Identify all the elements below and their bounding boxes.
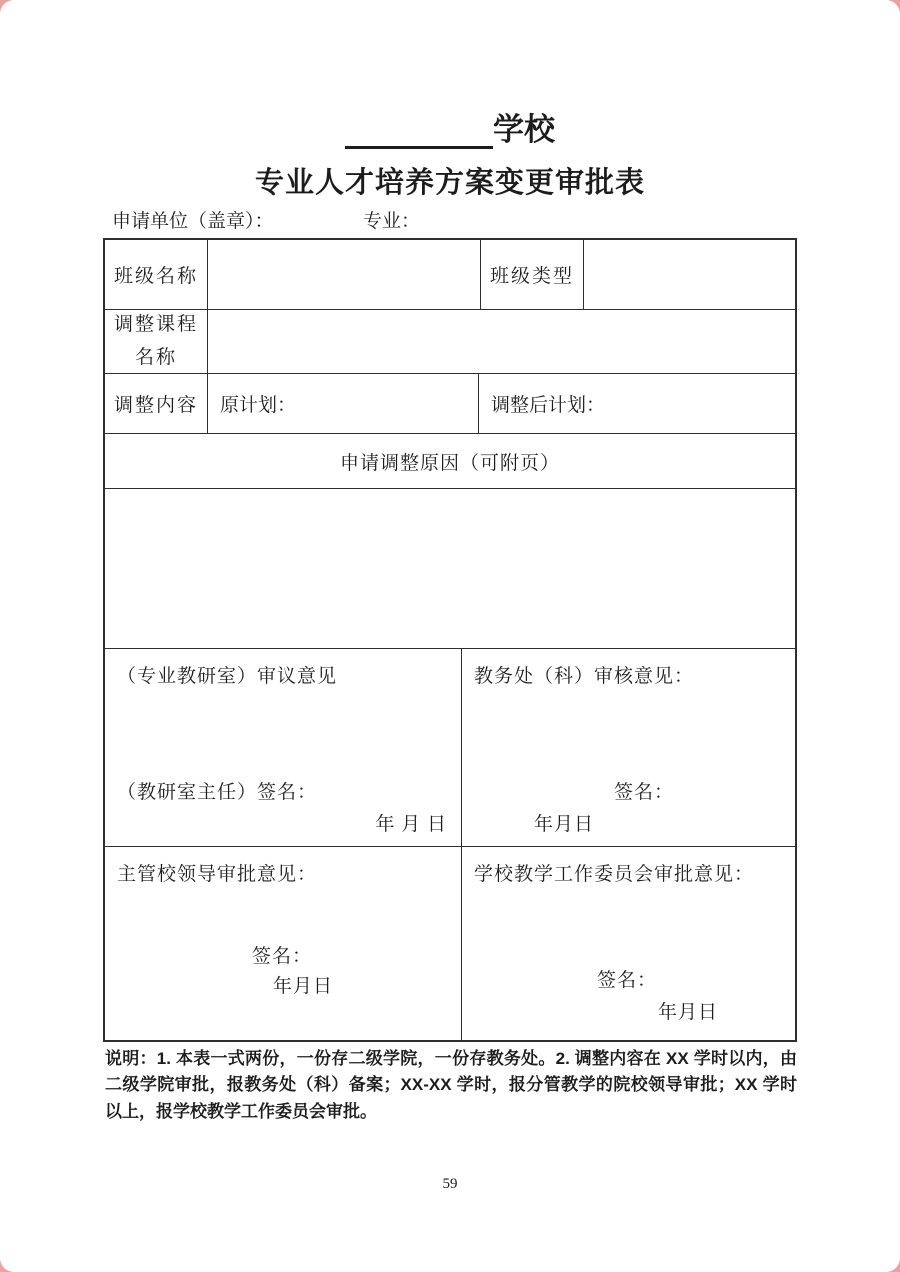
school-leader-date-label: 年月日 (273, 976, 334, 997)
table-row-approval-opinions (105, 847, 795, 1040)
course-name-label: 调整课程名称 (105, 310, 208, 373)
school-name-blank-line (345, 119, 493, 149)
teaching-office-date-label: 年 月 日 (375, 814, 447, 835)
form-title: 专业人才培养方案变更审批表 (254, 167, 645, 199)
table-row-review-opinions (105, 649, 795, 847)
table-row-class-info (105, 240, 795, 310)
original-plan-cell: 原计划： (208, 374, 479, 433)
teaching-committee-date-label: 年月日 (658, 1002, 719, 1023)
school-leader-sign-label: 签名： (252, 946, 313, 967)
footnote-text: 1. 本表一式两份，一份存二级学院，一份存教务处。2. 调整内容在 XX 学时以内，由二级学院审批，报教务处（科）备案；XX-XX 学时，报分管教学的院校领导审批；XX 学时以上，报学校教学工作委员会审批。 (105, 1049, 797, 1121)
school-leader-opinion-cell (105, 847, 462, 1040)
teaching-office-opinion-cell (105, 649, 462, 846)
table-row-reason-blank (105, 489, 795, 649)
table-row-adjust-content (105, 374, 795, 434)
teaching-committee-opinion-label: 学校教学工作委员会审批意见： (474, 864, 755, 885)
applicant-row (0, 206, 900, 232)
teaching-office-sign-label: （教研室主任）签名： (117, 782, 318, 803)
school-leader-opinion-label: 主管校领导审批意见： (117, 864, 318, 885)
reason-field (105, 489, 795, 648)
academic-affairs-opinion-label: 教务处（科）审核意见： (474, 666, 695, 687)
class-name-field (208, 240, 481, 309)
class-type-field (584, 240, 795, 309)
adjusted-plan-cell: 调整后计划： (491, 395, 606, 416)
table-row-reason-header (105, 434, 795, 489)
academic-affairs-sign-label: 签名： (614, 782, 675, 803)
footnote (105, 1046, 797, 1125)
reason-header: 申请调整原因（可附页） (339, 452, 560, 474)
teaching-committee-sign-label: 签名： (597, 970, 658, 991)
course-name-field (208, 310, 795, 373)
applicant-unit-label: 申请单位（盖章）： (112, 211, 274, 232)
teaching-office-opinion-label: （专业教研室）审议意见 (117, 666, 338, 687)
academic-affairs-date-label: 年月日 (534, 814, 595, 835)
page-number: 59 (442, 1176, 458, 1192)
class-type-label: 班级类型 (481, 240, 584, 309)
major-label: 专业： (363, 211, 421, 232)
academic-affairs-opinion-cell (462, 649, 795, 846)
footnote-label: 说明： (105, 1049, 157, 1068)
class-name-label: 班级名称 (105, 240, 208, 309)
school-suffix: 学校 (493, 112, 555, 147)
adjust-content-label: 调整内容 (105, 374, 208, 433)
table-row-course-name (105, 310, 795, 374)
approval-form-table (103, 238, 797, 1042)
school-title-line (0, 104, 900, 149)
teaching-committee-opinion-cell (462, 847, 795, 1040)
